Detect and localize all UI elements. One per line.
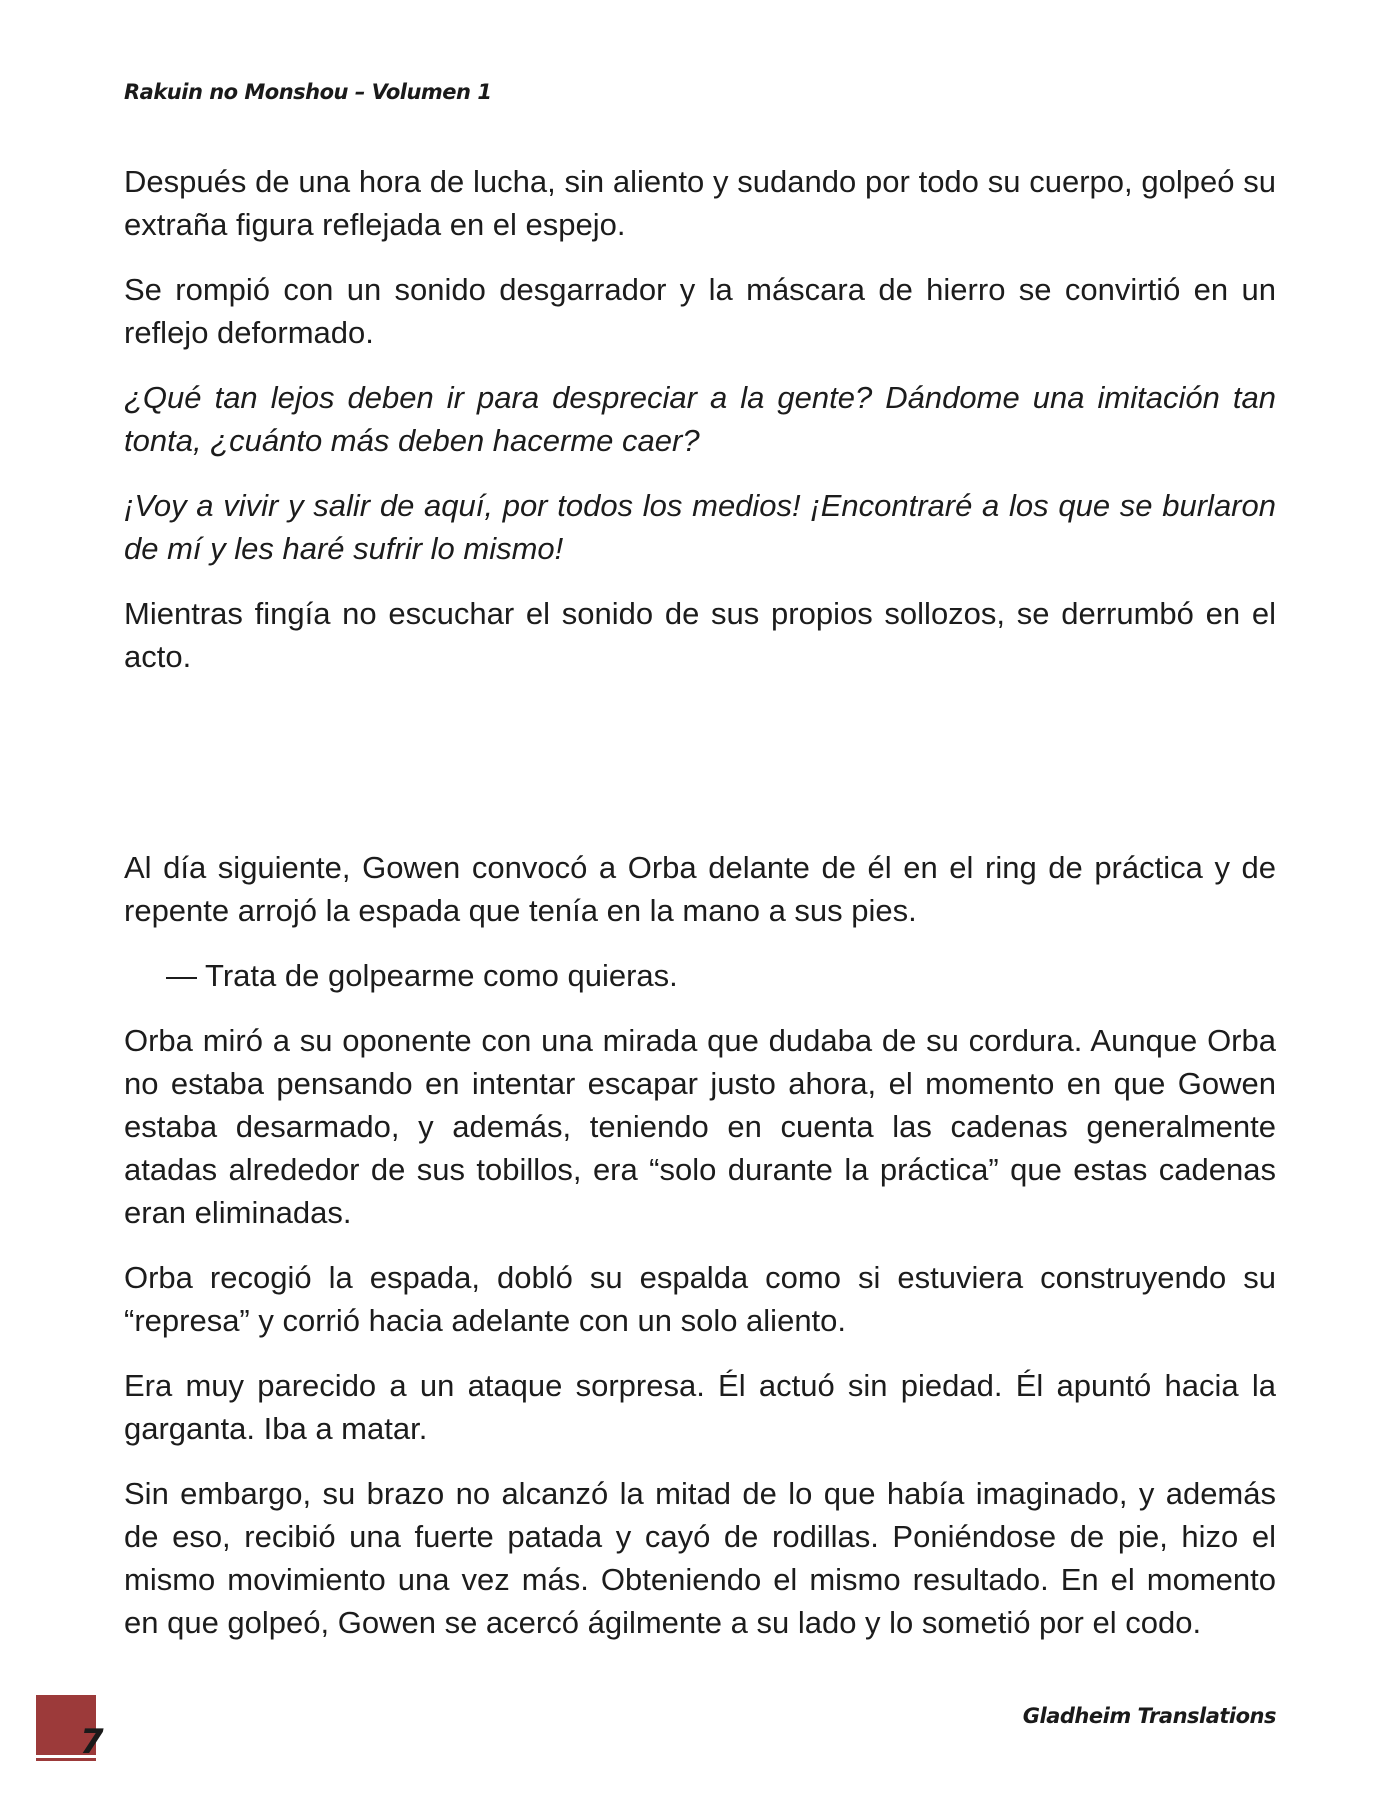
- paragraph-9: Orba recogió la espada, dobló su espalda como si estuviera construyendo su “represa” y corrió hacia adelante con un solo aliento.: [124, 1260, 1276, 1338]
- paragraph-6: Al día siguiente, Gowen convocó a Orba delante de él en el ring de práctica y de repente arrojó la espada que tenía en la mano a sus pies.: [124, 850, 1276, 928]
- translator-credit: Gladheim Translations: [1022, 1704, 1276, 1728]
- paragraph-thought-2: ¡Voy a vivir y salir de aquí, por todos los medios! ¡Encontraré a los que se burlaron de mí y les haré sufrir lo mismo!: [124, 488, 1276, 566]
- scene-break: [124, 700, 1276, 846]
- running-header: Rakuin no Monshou – Volumen 1: [124, 80, 492, 104]
- paragraph-11: Sin embargo, su brazo no alcanzó la mitad de lo que había imaginado, y además de eso, recibió una fuerte patada y cayó de rodillas. Poniéndose de pie, hizo el mismo movimiento una vez más. Obteniendo el mismo resultado. En el momento en que golpeó, Gowen se acercó ágilmente a su lado y lo sometió por el codo.: [124, 1476, 1276, 1640]
- dialogue-line: — Trata de golpearme como quieras.: [166, 958, 678, 993]
- paragraph-10: Era muy parecido a un ataque sorpresa. Él actuó sin piedad. Él apuntó hacia la garganta. Iba a matar.: [124, 1368, 1276, 1446]
- paragraph-8: Orba miró a su oponente con una mirada que dudaba de su cordura. Aunque Orba no estaba pensando en intentar escapar justo ahora, el momento en que Gowen estaba desarmado, y además, teniendo en cuenta las cadenas generalmente atadas alrededor de sus tobillos, era “solo durante la práctica” que estas cadenas eran eliminadas.: [124, 1023, 1276, 1230]
- page-number: 7: [80, 1722, 104, 1762]
- paragraph-5: Mientras fingía no escuchar el sonido de sus propios sollozos, se derrumbó en el acto.: [124, 596, 1276, 674]
- page-body: [124, 160, 1276, 1666]
- paragraph-1: Después de una hora de lucha, sin aliento y sudando por todo su cuerpo, golpeó su extraña figura reflejada en el espejo.: [124, 164, 1276, 242]
- paragraph-2: Se rompió con un sonido desgarrador y la máscara de hierro se convirtió en un reflejo deformado.: [124, 272, 1276, 350]
- paragraph-thought-1: ¿Qué tan lejos deben ir para despreciar a la gente? Dándome una imitación tan tonta, ¿cuánto más deben hacerme caer?: [124, 380, 1276, 458]
